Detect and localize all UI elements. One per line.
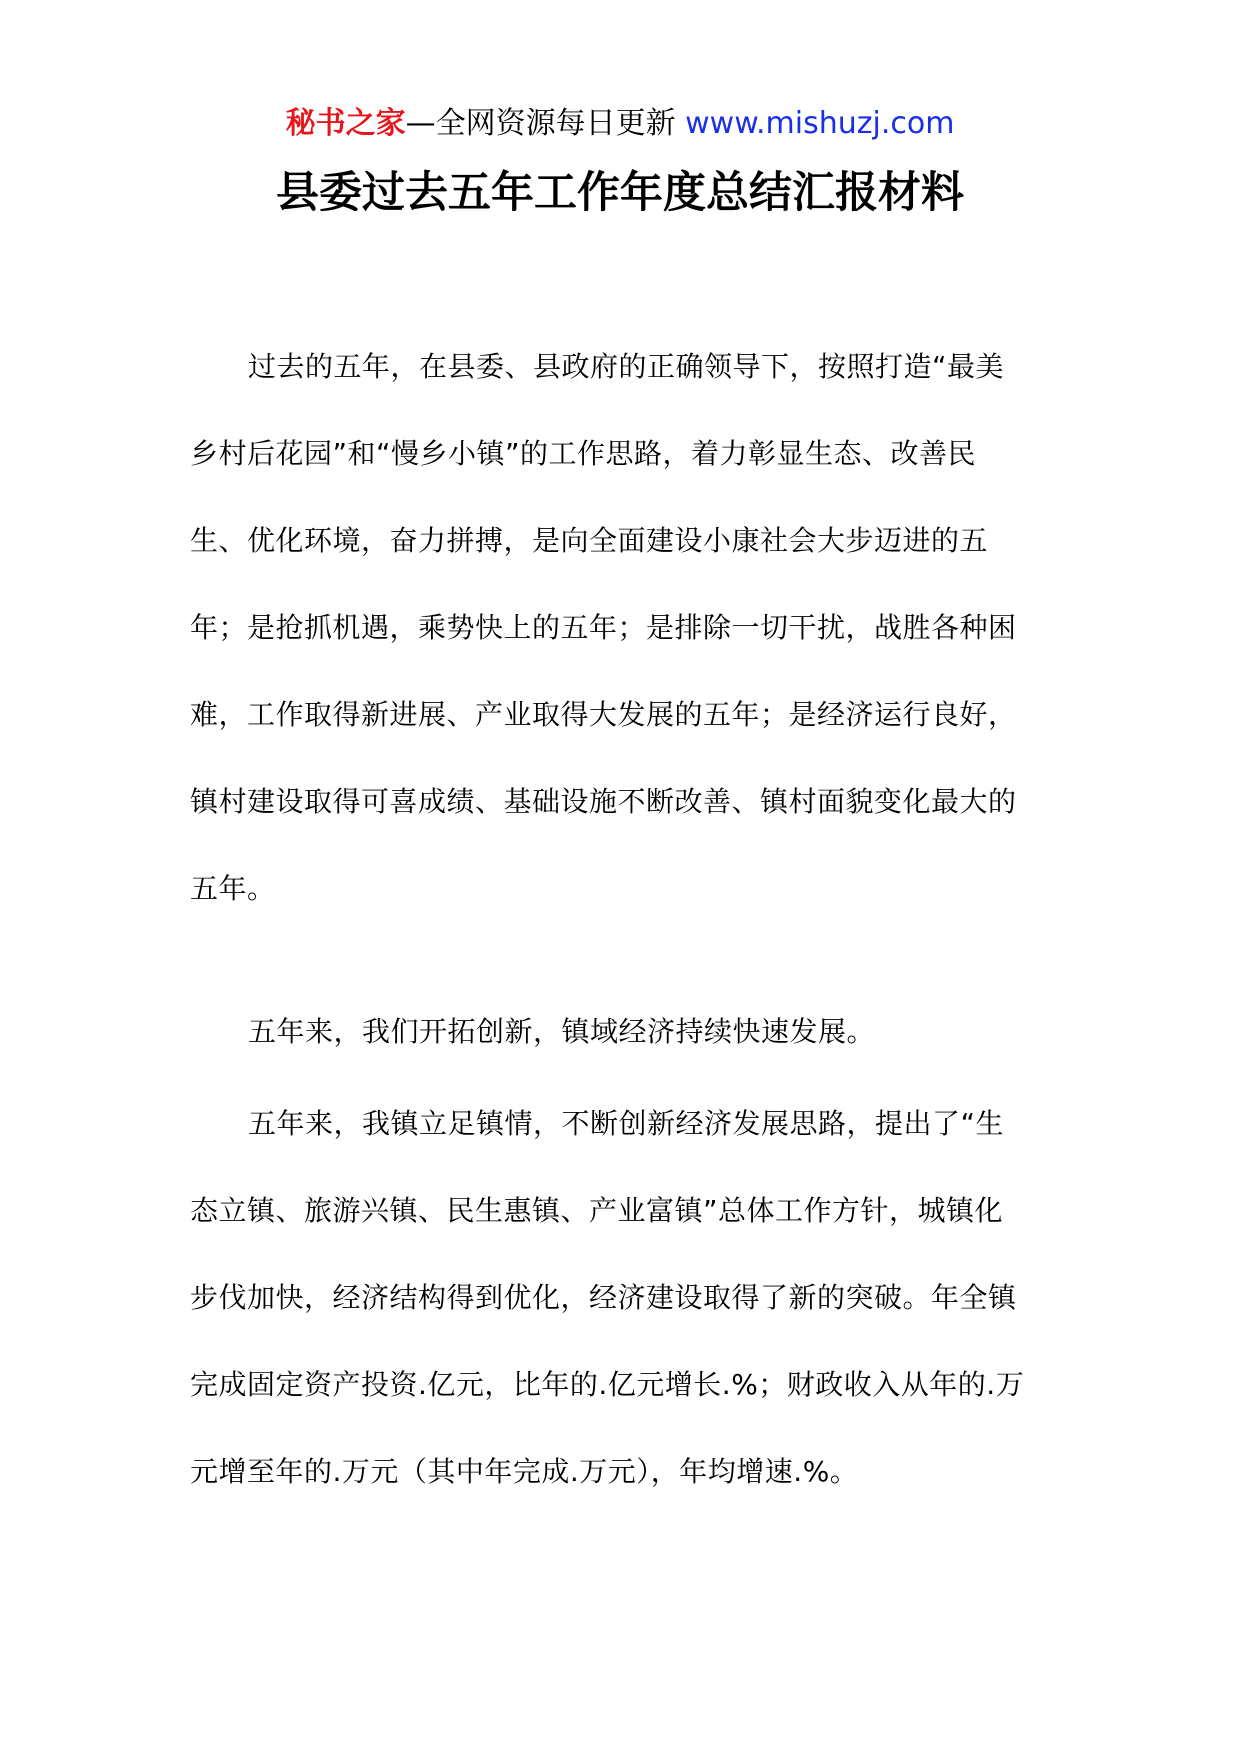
paragraph-line: 步伐加快，经济结构得到优化，经济建设取得了新的突破。年全镇 bbox=[190, 1281, 1017, 1314]
paragraph-line: 乡村后花园”和“慢乡小镇”的工作思路，着力彰显生态、改善民 bbox=[190, 437, 977, 470]
paragraph-line: 五年。 bbox=[190, 872, 276, 905]
site-tagline: —全网资源每日更新 bbox=[405, 106, 676, 141]
paragraph-line: 难，工作取得新进展、产业取得大发展的五年；是经济运行良好， bbox=[190, 698, 1017, 731]
site-url-link[interactable]: www.mishuzj.com bbox=[685, 106, 955, 141]
paragraph-line: 镇村建设取得可喜成绩、基础设施不断改善、镇村面貌变化最大的 bbox=[190, 785, 1017, 818]
paragraph-summary bbox=[190, 990, 1048, 1074]
paragraph-line: 生、优化环境，奋力拼搏，是向全面建设小康社会大步迈进的五 bbox=[190, 524, 989, 557]
paragraph-intro bbox=[190, 318, 1048, 937]
paragraph-economy bbox=[190, 1075, 1048, 1520]
paragraph-line: 年；是抢抓机遇，乘势快上的五年；是排除一切干扰，战胜各种困 bbox=[190, 611, 1017, 644]
document-body bbox=[190, 0, 1048, 1754]
paragraph-line: 完成固定资产投资.亿元，比年的.亿元增长.%；财政收入从年的.万 bbox=[190, 1368, 1025, 1401]
paragraph-line: 过去的五年，在县委、县政府的正确领导下，按照打造“最美 bbox=[248, 350, 1005, 383]
brand-name: 秘书之家 bbox=[285, 106, 406, 141]
paragraph-line: 态立镇、旅游兴镇、民生惠镇、产业富镇”总体工作方针，城镇化 bbox=[190, 1194, 1004, 1227]
paragraph-line: 元增至年的.万元（其中年完成.万元），年均增速.%。 bbox=[190, 1455, 859, 1488]
paragraph-line: 五年来，我们开拓创新，镇域经济持续快速发展。 bbox=[248, 1015, 876, 1048]
document-title: 县委过去五年工作年度总结汇报材料 bbox=[276, 168, 964, 218]
paragraph-line: 五年来，我镇立足镇情，不断创新经济发展思路，提出了“生 bbox=[248, 1107, 1005, 1140]
